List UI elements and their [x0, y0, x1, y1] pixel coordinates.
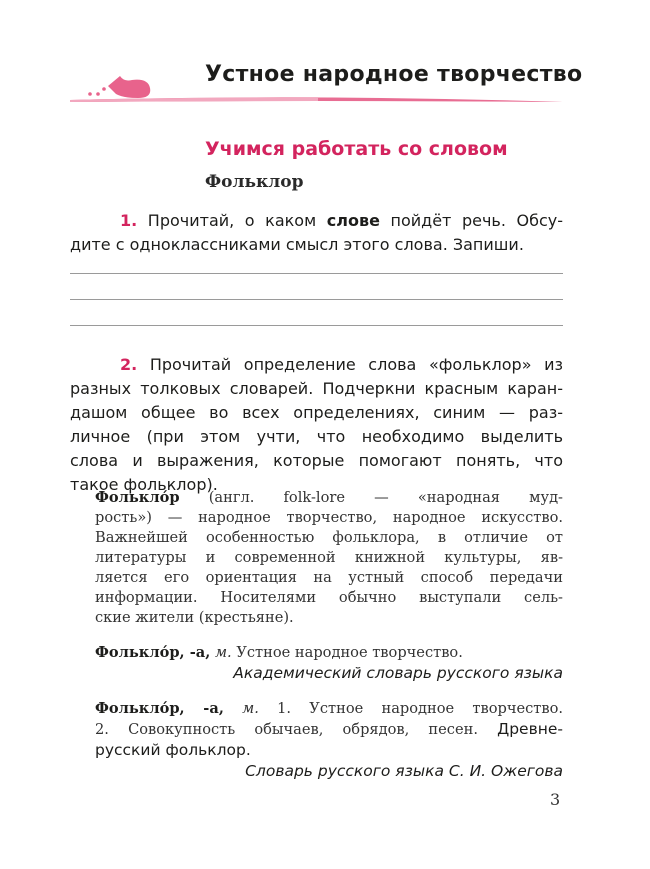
task-number: 1. — [120, 211, 138, 230]
text-line — [70, 233, 563, 257]
dictionary-source — [95, 761, 563, 782]
text-line — [95, 643, 563, 663]
text-fragment: дите с одноклассниками смысл этого слова. Запиши. — [70, 235, 524, 254]
section-title: Учимся работать со словом — [205, 138, 508, 160]
definition-2 — [95, 643, 563, 684]
dictionary-source — [95, 663, 563, 684]
answer-line[interactable] — [70, 325, 563, 326]
text-fragment: 1. Устное народное творчество. — [258, 700, 564, 717]
text-line — [95, 699, 563, 719]
definition-3 — [95, 699, 563, 782]
text-line — [95, 528, 563, 548]
text-fragment: русский фольклор. — [95, 741, 251, 759]
text-fragment: слове — [326, 211, 380, 230]
headword: Фолькло́р, -а, — [95, 700, 224, 717]
text-fragment: слова и выражения, которые помогают понять, что — [70, 451, 563, 470]
text-fragment: такое фольклор). — [70, 475, 218, 494]
task-1 — [70, 209, 563, 257]
chapter-title: Устное народное творчество — [205, 62, 583, 87]
word-title: Фольклор — [205, 172, 304, 192]
text-fragment: литературы и современной книжной культуры, яв- — [95, 549, 563, 566]
text-line — [70, 425, 563, 449]
text-fragment: Устное народное творчество. — [231, 644, 463, 661]
text-line — [95, 548, 563, 568]
text-line — [70, 377, 563, 401]
text-line — [70, 401, 563, 425]
text-fragment: Древне- — [497, 720, 563, 738]
text-line — [70, 353, 563, 377]
text-line — [95, 719, 563, 740]
text-fragment: рость») — народное творчество, народное искусство. — [95, 509, 563, 526]
text-line — [70, 209, 563, 233]
text-fragment: Академический словарь русского языка — [233, 664, 563, 682]
text-line — [70, 449, 563, 473]
answer-line[interactable] — [70, 273, 563, 274]
text-line — [95, 568, 563, 588]
task-number: 2. — [120, 355, 138, 374]
text-fragment: ляется его ориентация на устный способ передачи — [95, 569, 563, 586]
text-line — [95, 740, 563, 761]
text-fragment: 2. Совокупность обычаев, обрядов, песен. — [95, 721, 498, 738]
text-fragment: Прочитай, о каком — [137, 211, 327, 230]
text-fragment: м. — [242, 700, 259, 717]
text-fragment: пойдёт речь. Обсу- — [379, 211, 563, 230]
headword: Фолькло́р, -а, — [95, 644, 211, 661]
text-fragment: личное (при этом учти, что необходимо выделить — [70, 427, 563, 446]
text-line — [95, 488, 563, 508]
answer-line[interactable] — [70, 299, 563, 300]
text-fragment: разных толковых словарей. Подчеркни красным каран- — [70, 379, 563, 398]
page-number: 3 — [550, 790, 561, 809]
text-fragment: Словарь русского языка С. И. Ожегова — [245, 762, 563, 780]
text-fragment: м. — [214, 644, 232, 661]
definition-1 — [95, 488, 563, 628]
text-fragment: дашом общее во всех определениях, синим — раз- — [70, 403, 563, 422]
text-fragment: ские жители (крестьяне). — [95, 609, 294, 626]
text-fragment: (англ. folk-lore — «народная муд- — [179, 489, 563, 506]
text-line — [95, 508, 563, 528]
text-line — [95, 608, 563, 628]
task-2 — [70, 353, 563, 497]
text-fragment — [224, 700, 242, 717]
headword: Фолькло́р — [95, 489, 180, 506]
text-fragment: Важнейшей особенностью фольклора, в отличие от — [95, 529, 563, 546]
text-line — [95, 588, 563, 608]
text-fragment: информации. Носителями обычно выступали сель- — [95, 589, 563, 606]
text-fragment: Прочитай определение слова «фольклор» из — [137, 355, 563, 374]
